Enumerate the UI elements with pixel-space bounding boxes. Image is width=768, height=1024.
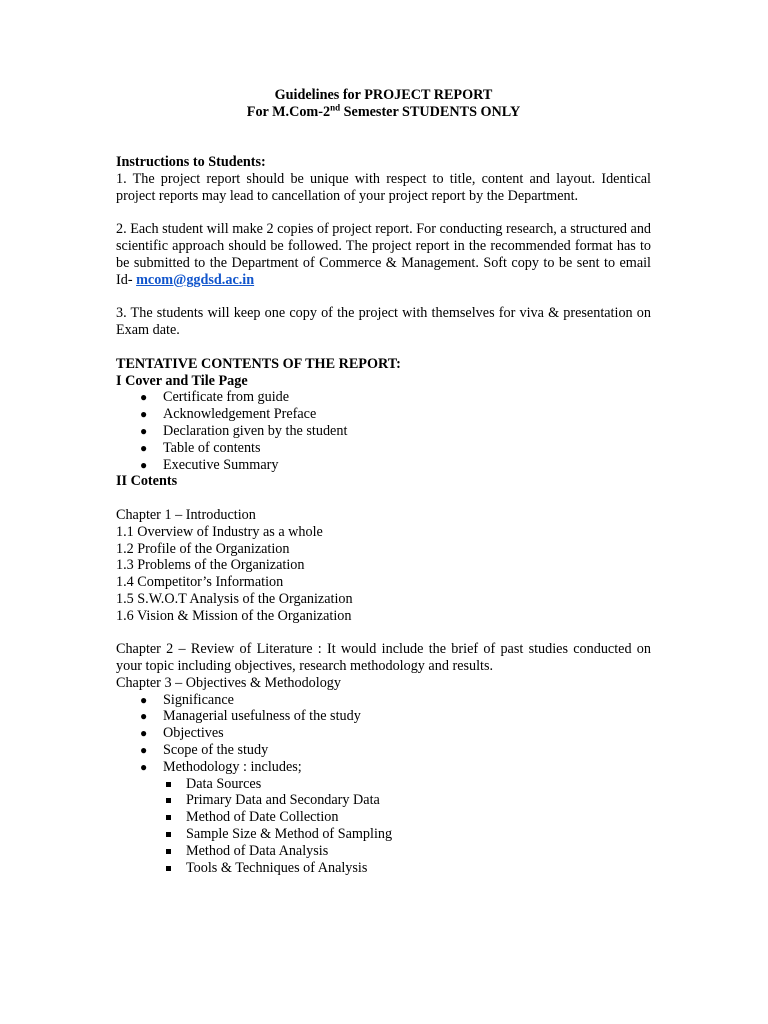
- chapter-1-item: 1.2 Profile of the Organization: [116, 540, 290, 557]
- section-2-heading: II Cotents: [116, 473, 178, 490]
- instruction-2-text: 2. Each student will make 2 copies of project report. For conducting research, a structured and scientific approach should be followed. The project report in the recommended format has to be submitted to the Department of Commerce & Management. Soft copy to be sent to email Id-: [116, 221, 652, 288]
- bullet-icon: ●: [140, 743, 148, 758]
- list-item: ● Declaration given by the student: [140, 422, 348, 439]
- section-1-list: [116, 389, 651, 473]
- methodology-list: [116, 776, 651, 877]
- list-item: ● Scope of the study: [140, 742, 269, 759]
- list-item: ● Significance: [140, 691, 234, 708]
- bullet-icon: ●: [140, 390, 148, 405]
- instruction-2: [116, 221, 651, 288]
- chapter-2-text: Chapter 2 – Review of Literature : It would include the brief of past studies conducted on your topic including objectives, research methodology and results.: [116, 641, 651, 675]
- instruction-1: 1. The project report should be unique with respect to title, content and layout. Identical project reports may lead to cancellation of your project report by the Department.: [116, 170, 651, 204]
- list-item: Primary Data and Secondary Data: [116, 792, 651, 809]
- list-item: Sample Size & Method of Sampling: [116, 826, 651, 843]
- chapter-1-item: 1.5 S.W.O.T Analysis of the Organization: [116, 590, 353, 607]
- title-line-2-post: Semester STUDENTS ONLY: [340, 103, 521, 120]
- chapter-1-item: 1.4 Competitor’s Information: [116, 574, 284, 591]
- email-link[interactable]: mcom@ggdsd.ac.in: [136, 271, 255, 288]
- list-item: ● Objectives: [140, 725, 224, 742]
- square-bullet-icon: [166, 866, 171, 871]
- list-item: ● Managerial usefulness of the study: [140, 708, 361, 725]
- list-item: Data Sources: [116, 776, 651, 793]
- list-item: ● Acknowledgement Preface: [140, 406, 317, 423]
- instructions-heading: Instructions to Students:: [116, 154, 266, 171]
- section-1-heading: I Cover and Tile Page: [116, 372, 248, 389]
- list-item: ● Methodology : includes;: [140, 758, 302, 775]
- square-bullet-icon: [166, 832, 171, 837]
- chapter-1-heading: Chapter 1 – Introduction: [116, 506, 256, 523]
- list-item: Method of Data Analysis: [116, 843, 651, 860]
- document-body: [116, 87, 651, 876]
- contents-heading: TENTATIVE CONTENTS OF THE REPORT:: [116, 355, 401, 372]
- chapter-3-heading: Chapter 3 – Objectives & Methodology: [116, 674, 341, 691]
- title-line-2-pre: For M.Com-2: [246, 103, 331, 120]
- document-title: [116, 87, 651, 121]
- bullet-icon: ●: [140, 692, 148, 707]
- square-bullet-icon: [166, 849, 171, 854]
- bullet-icon: ●: [140, 726, 148, 741]
- bullet-icon: ●: [140, 759, 148, 774]
- list-item: Method of Date Collection: [116, 809, 651, 826]
- bullet-icon: ●: [140, 457, 148, 472]
- chapter-1-item: 1.6 Vision & Mission of the Organization: [116, 607, 352, 624]
- chapter-1-item: 1.3 Problems of the Organization: [116, 557, 305, 574]
- square-bullet-icon: [166, 782, 171, 787]
- square-bullet-icon: [166, 815, 171, 820]
- title-line-2-sup: nd: [330, 102, 341, 113]
- list-item: ● Certificate from guide: [140, 389, 290, 406]
- bullet-icon: ●: [140, 423, 148, 438]
- square-bullet-icon: [166, 798, 171, 803]
- bullet-icon: ●: [140, 440, 148, 455]
- chapter-1-item: 1.1 Overview of Industry as a whole: [116, 523, 323, 540]
- bullet-icon: ●: [140, 407, 148, 422]
- chapter-3-list: [116, 692, 651, 776]
- bullet-icon: ●: [140, 709, 148, 724]
- list-item: ● Table of contents: [140, 439, 261, 456]
- title-line-2: [116, 104, 651, 121]
- list-item: ● Executive Summary: [140, 456, 279, 473]
- title-line-1: Guidelines for PROJECT REPORT: [274, 87, 493, 103]
- instruction-3: 3. The students will keep one copy of the project with themselves for viva & presentation on Exam date.: [116, 305, 651, 339]
- list-item: Tools & Techniques of Analysis: [116, 860, 651, 877]
